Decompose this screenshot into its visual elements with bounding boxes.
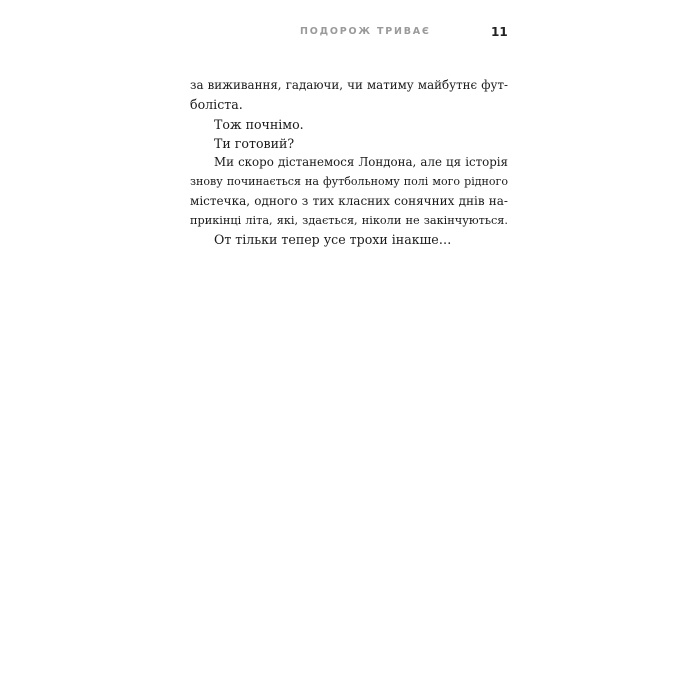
page-number: 11 <box>491 25 508 39</box>
text-line: прикінці літа, які, здається, ніколи не закінчуються. <box>190 214 508 228</box>
text-line: От тільки тепер усе трохи інакше… <box>214 232 452 248</box>
text-line: за виживання, гадаючи, чи матиму майбутнє фут- <box>190 78 508 92</box>
text-line: містечка, одного з тих класних сонячних днів на- <box>190 193 508 208</box>
text-line: боліста. <box>190 97 243 113</box>
text-line: знову починається на футбольному полі мого рідного <box>190 175 508 189</box>
text-line: Ти готовий? <box>214 135 295 151</box>
body-text <box>190 76 508 250</box>
running-head: ПОДОРОЖ ТРИВАЄ <box>300 26 431 37</box>
text-line: Ми скоро дістанемося Лондона, але ця історія <box>214 155 508 170</box>
text-line: Тож почнімо. <box>214 116 304 132</box>
